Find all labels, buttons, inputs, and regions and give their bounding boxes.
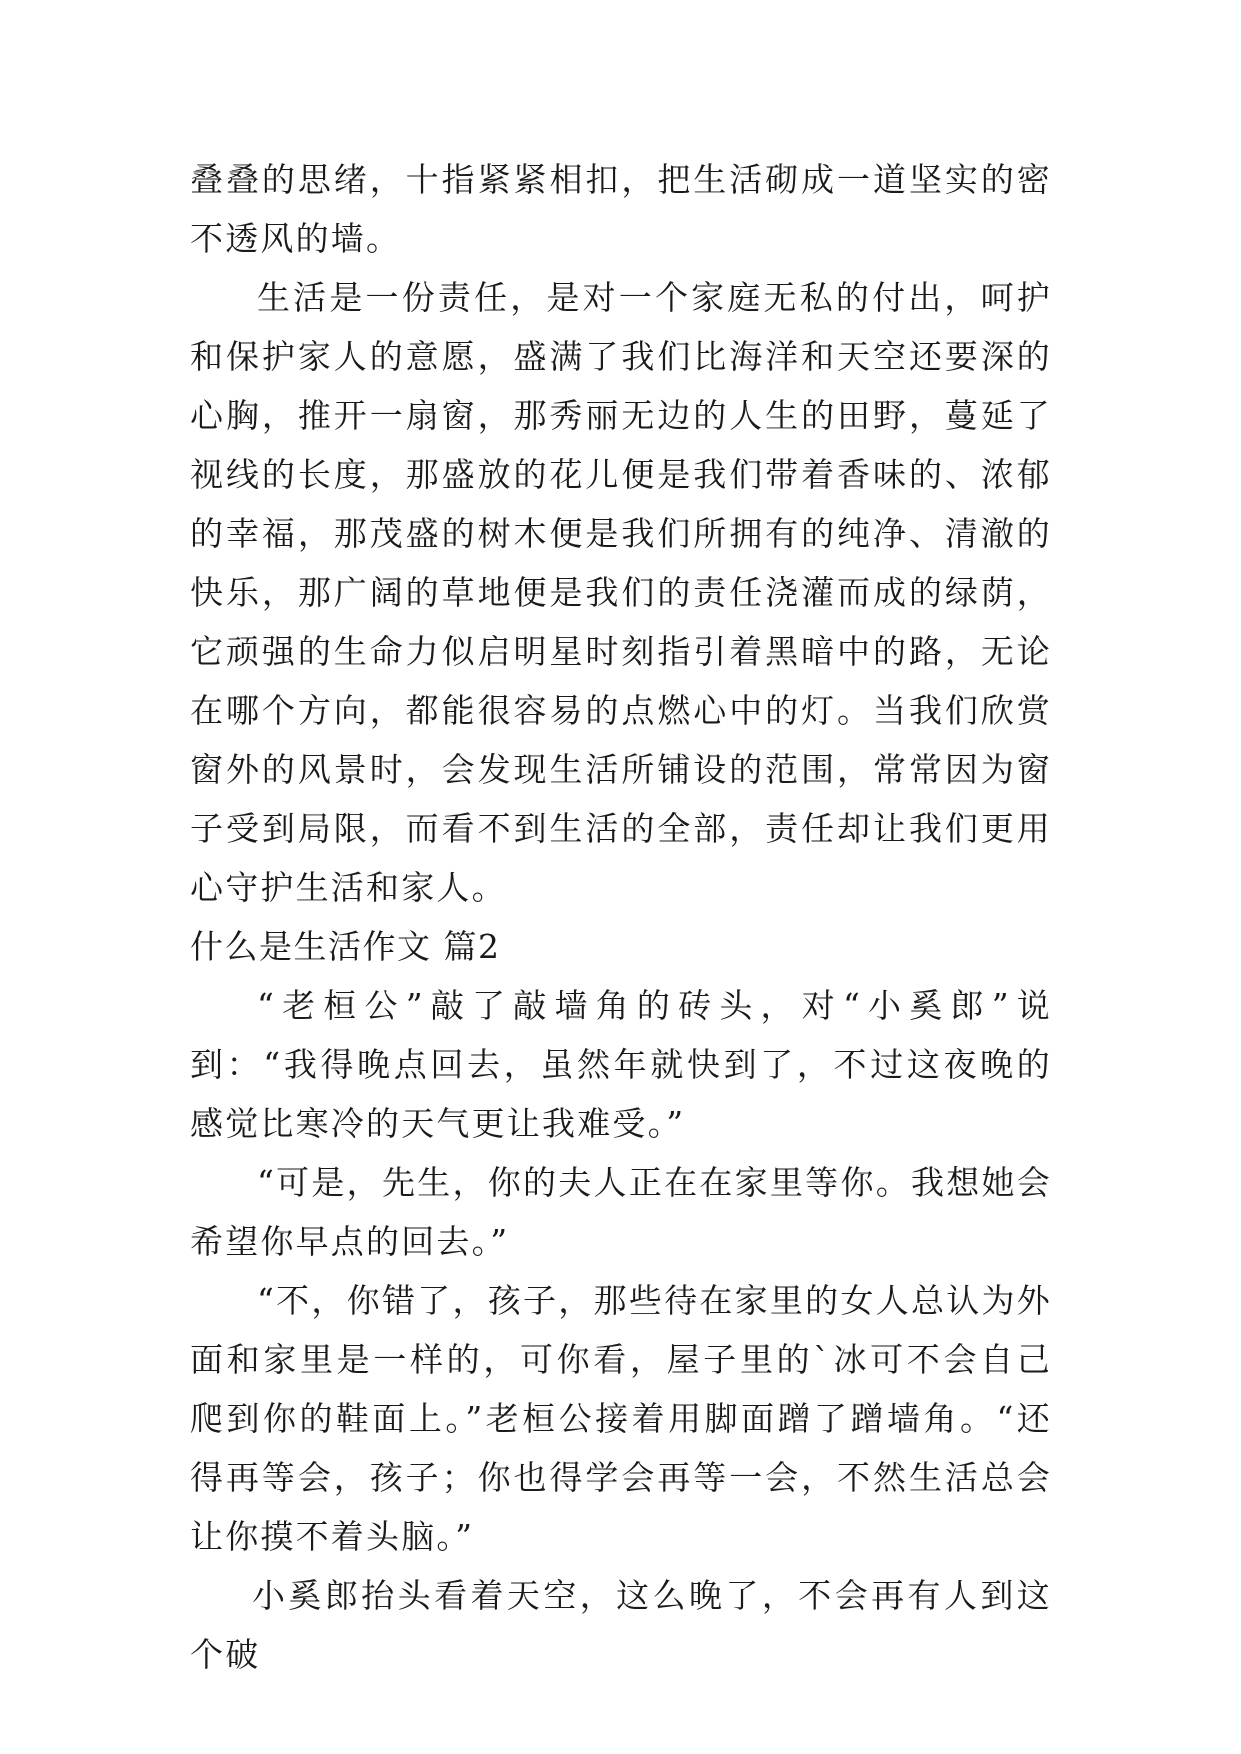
paragraph-narration: 小奚郎抬头看着天空，这么晚了，不会再有人到这个破 <box>190 1576 1052 1674</box>
section-heading: 什么是生活作文 篇2 <box>190 927 501 966</box>
document-body <box>190 150 1052 1684</box>
paragraph-dialogue-3: “不，你错了，孩子，那些待在家里的女人总认为外面和家里是一样的，可你看，屋子里的`冰可不会自己爬到你的鞋面上。”老桓公接着用脚面蹭了蹭墙角。“还得再等会，孩子；你也得学会再等一会，不然生活总会让你摸不着头脑。” <box>190 1281 1052 1556</box>
paragraph-responsibility: 生活是一份责任，是对一个家庭无私的付出，呵护和保护家人的意愿，盛满了我们比海洋和天空还要深的心胸，推开一扇窗，那秀丽无边的人生的田野，蔓延了视线的长度，那盛放的花儿便是我们带着香味的、浓郁的幸福，那茂盛的树木便是我们所拥有的纯净、清澈的快乐，那广阔的草地便是我们的责任浇灌而成的绿荫，它顽强的生命力似启明星时刻指引着黑暗中的路，无论在哪个方向，都能很容易的点燃心中的灯。当我们欣赏窗外的风景时，会发现生活所铺设的范围，常常因为窗子受到局限，而看不到生活的全部，责任却让我们更用心守护生活和家人。 <box>190 278 1052 907</box>
paragraph-continued: 叠叠的思绪，十指紧紧相扣，把生活砌成一道坚实的密不透风的墙。 <box>190 160 1052 258</box>
paragraph-dialogue-1: “老桓公”敲了敲墙角的砖头，对“小奚郎”说到：“我得晚点回去，虽然年就快到了，不过这夜晚的感觉比寒冷的天气更让我难受。” <box>190 986 1052 1143</box>
paragraph-dialogue-2: “可是，先生，你的夫人正在在家里等你。我想她会希望你早点的回去。” <box>190 1163 1052 1261</box>
